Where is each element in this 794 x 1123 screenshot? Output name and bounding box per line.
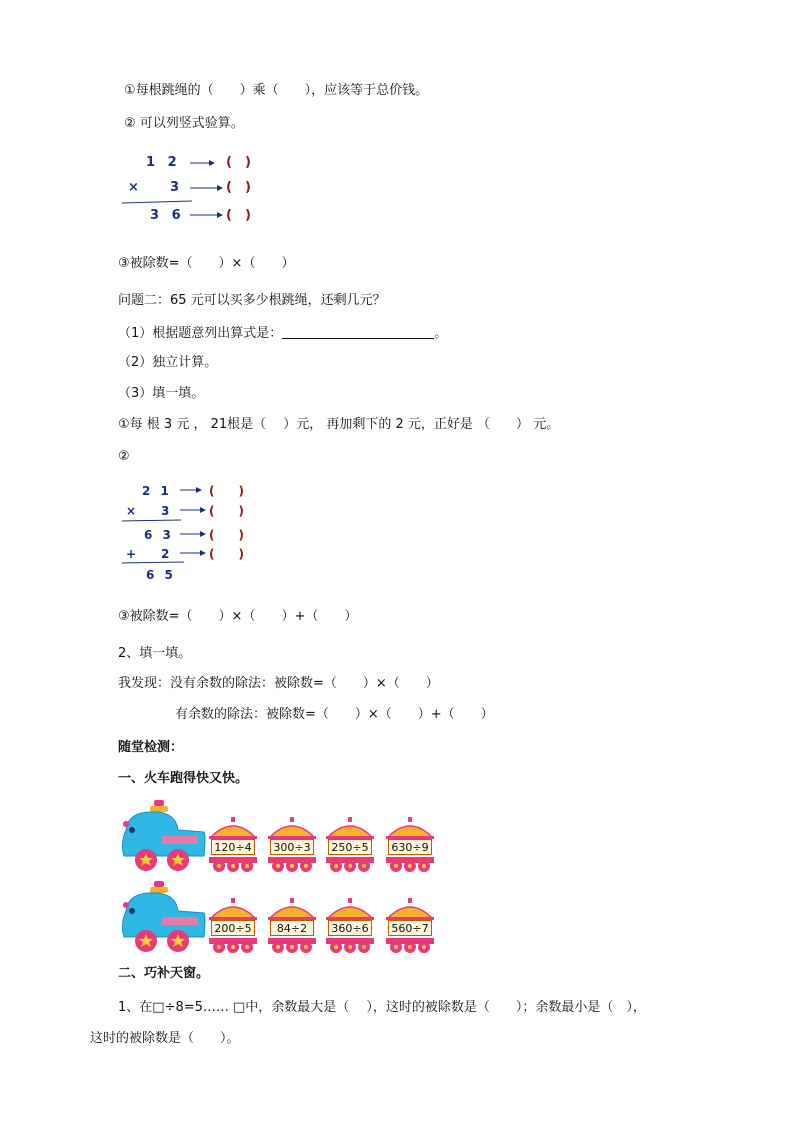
train-1-car — [386, 817, 434, 873]
division-problem: 250÷5 — [328, 839, 372, 855]
train-2-car — [386, 898, 434, 954]
division-problem: 300÷3 — [270, 839, 314, 855]
vc2-row-2: 3 — [161, 504, 170, 518]
part-two-question-1-cont: 这时的被除数是（ ）。 — [90, 1031, 240, 1046]
train-1-car — [209, 817, 257, 873]
q2a-prefix: （1）根据题意列出算式是： — [118, 326, 283, 341]
division-problem: 630÷9 — [388, 839, 432, 855]
q2a-suffix: 。 — [434, 326, 448, 341]
division-problem: 360÷6 — [328, 920, 372, 936]
text-line-3: ③被除数=（ ）×（ ） — [118, 256, 295, 271]
train-engine-icon — [118, 881, 208, 956]
vc1-paren-2: ( ) — [226, 180, 251, 195]
division-problem: 560÷7 — [388, 920, 432, 936]
finding-2: 有余数的除法：被除数=（ ）×（ ）+（ ） — [175, 707, 494, 722]
vc2-paren-3: ( ) — [209, 528, 244, 542]
vc2-times: × — [126, 504, 137, 518]
train-engine-icon — [118, 800, 208, 875]
vc1-times: × — [128, 180, 139, 195]
part-two-question-1: 1、在□÷8=5…… □中，余数最大是（ ），这时的被除数是（ ）；余数最小是（ ）， — [118, 1000, 646, 1015]
vc2-row-5: 6 5 — [146, 568, 176, 582]
vc1-paren-1: ( ) — [226, 155, 251, 170]
vc1-row-3: 3 6 — [150, 208, 185, 223]
vc1-row-1: 1 2 — [146, 155, 181, 170]
question-two: 问题二：65 元可以买多少根跳绳，还剩几元？ — [118, 293, 386, 308]
question-two-c: （3）填一填。 — [118, 386, 205, 401]
section-two: 2、填一填。 — [118, 646, 192, 661]
vc1-paren-3: ( ) — [226, 208, 251, 223]
vc2-paren-4: ( ) — [209, 547, 244, 561]
vc2-row-3: 6 3 — [144, 528, 174, 542]
train-1-car — [326, 817, 374, 873]
text-line-4: ③被除数=（ ）×（ ）+（ ） — [118, 609, 358, 624]
quiz-heading: 随堂检测： — [118, 740, 184, 755]
question-two-d: ①每 根 3 元 ， 21根是（ ）元， 再加剩下的 2 元，正好是 （ ） 元。 — [118, 417, 560, 432]
vc2-plus: + — [126, 547, 137, 561]
text-line-2: ② 可以列竖式验算。 — [124, 116, 244, 131]
train-2-car — [268, 898, 316, 954]
division-problem: 120÷4 — [211, 839, 255, 855]
train-2-car — [326, 898, 374, 954]
vc2-row-4: 2 — [161, 547, 170, 561]
finding-1: 我发现：没有余数的除法：被除数=（ ）×（ ） — [118, 676, 439, 691]
text-line-1: ①每根跳绳的（ ）乘（ ），应该等于总价钱。 — [124, 83, 429, 98]
vc1-row-2: 3 — [170, 180, 180, 195]
vc2-row-1: 2 1 — [142, 484, 172, 498]
part-two-heading: 二、巧补天窗。 — [118, 966, 210, 981]
division-problem: 84÷2 — [270, 920, 314, 936]
division-problem: 200÷5 — [211, 920, 255, 936]
question-two-e: ② — [118, 449, 130, 464]
question-two-b: （2）独立计算。 — [118, 355, 218, 370]
vc2-paren-2: ( ) — [209, 504, 244, 518]
train-2-car — [209, 898, 257, 954]
train-1-car — [268, 817, 316, 873]
part-one-heading: 一、火车跑得快又快。 — [118, 771, 249, 786]
vc2-paren-1: ( ) — [209, 484, 244, 498]
